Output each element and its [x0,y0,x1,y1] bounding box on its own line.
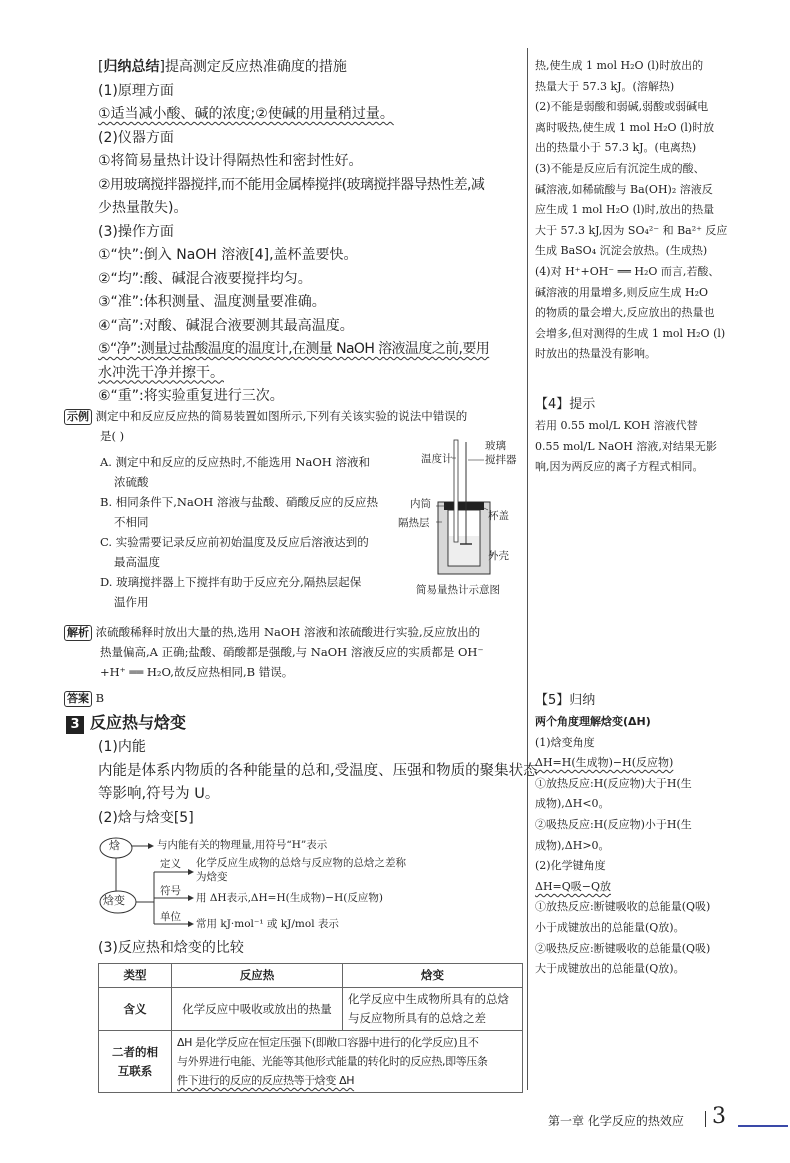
footer-chapter: 第一章 化学反应的热效应 [548,1114,684,1128]
option-d-cont: 温作用 [114,595,149,609]
table-cell-line: ΔH 是化学反应在恒定压强下(即敞口容器中进行的化学反应)且不 [177,1036,479,1049]
table-header-row [99,964,523,988]
answer-value: B [95,691,105,705]
text-line: ①适当减小酸、碱的浓度;②使碱的用量稍过量。 [98,106,394,122]
text-line: ④“高”:对酸、碱混合液要测其最高温度。 [98,317,354,334]
answer-tag: 答案 [64,691,92,707]
induct-line: ②吸热反应:断键吸收的总能量(Q吸) [535,941,711,955]
option-a: A. 测定中和反应的反应热时,不能选用 NaOH 溶液和 [100,455,370,469]
table-header: 类型 [99,964,172,988]
section-number: 3 [66,716,84,734]
side-line: 出的热量小于 57.3 kJ。(电离热) [535,141,697,155]
side-line: 离时吸热,使生成 1 mol H₂O (l)时放 [535,120,715,134]
label-thermometer: 温度计 [421,453,453,465]
lid-shape [444,502,484,510]
table-row [99,988,523,1031]
subheading: (3)反应热和焓变的比较 [98,940,244,956]
label-stirrer-1: 玻璃 [485,440,506,452]
induct-line: 小于成键放出的总能量(Q放)。 [535,920,685,934]
column-divider [527,48,528,1090]
text-line: 水冲洗干净并擦干。 [98,364,224,381]
text-line: (3)操作方面 [98,223,174,240]
tip-title: 【4】提示 [535,397,596,412]
table-cell-line: 化学反应中生成物所具有的总焓 [348,992,509,1006]
side-line: 热,使生成 1 mol H₂O (l)时放出的 [535,59,704,72]
footer-accent-line [738,1125,788,1127]
option-b: B. 相同条件下,NaOH 溶液与盐酸、硝酸反应的反应热 [100,495,378,509]
table-row [99,1031,523,1093]
induct-line: ΔH=H(生成物)−H(反应物) [535,756,674,770]
section-heading [66,710,186,734]
induct-line: ②吸热反应:H(反应物)小于H(生 [535,817,692,831]
def-text [196,856,406,884]
text-line: (2)仪器方面 [98,129,174,146]
side-line: 会增多,但对测得的生成 1 mol H₂O (l) [535,326,726,340]
summary-heading: [归纳总结]提高测定反应热准确度的措施 [98,59,347,75]
option-d: D. 玻璃搅拌器上下搅拌有助于反应充分,隔热层起保 [100,575,362,589]
table-header: 反应热 [172,964,343,988]
induct-line: (1)焓变角度 [535,735,595,749]
unit-text: 常用 kJ·mol⁻¹ 或 kJ/mol 表示 [196,918,339,930]
section-title: 反应热与焓变 [90,713,187,732]
side-line: 大于 57.3 kJ,因为 SO₄²⁻ 和 Ba²⁺ 反应 [535,223,728,237]
page-number: 3 [712,1104,726,1129]
options-list [100,452,378,612]
def-label: 定义 [160,858,181,870]
footer-divider [705,1111,706,1127]
text-line: ①“快”:倒入 NaOH 溶液[4],盖杯盖要快。 [98,247,358,263]
side-line: 的物质的量会增大,反应放出的热量也 [535,306,715,320]
tip-line: 响,因为两反应的离子方程式相同。 [535,460,704,474]
induct-line: (2)化学键角度 [535,859,606,873]
side-line: (2)不能是弱酸和弱碱,弱酸或弱碱电 [535,100,709,114]
analysis-line: 浓硫酸稀释时放出大量的热,选用 NaOH 溶液和浓硫酸进行实验,反应放出的 [95,625,481,639]
node-dh-label: 焓变 [103,894,125,907]
unit-label: 单位 [160,911,181,923]
side-line: 应生成 1 mol H₂O (l)时,放出的热量 [535,203,715,217]
thermometer-shape [454,440,458,542]
text-line: ⑤“净”:测量过盐酸温度的温度计,在测量 NaOH 溶液温度之前,要用 [98,341,490,357]
label-stirrer [485,439,517,467]
side-line: 生成 BaSO₄ 沉淀会放热。(生成热) [535,244,708,258]
side-column [535,56,763,365]
induct-line: ①放热反应:H(反应物)大于H(生 [535,776,692,790]
analysis-block [64,622,484,682]
text-line: ③“准”:体积测量、温度测量要准确。 [98,294,326,310]
example-question-end: 是( ) [100,429,125,443]
def-text-1: 化学反应生成物的总焓与反应物的总焓之差称 [196,857,406,869]
sym-label: 符号 [160,885,181,897]
table-cell: 化学反应中吸收或放出的热量 [172,988,343,1031]
text-line: (1)原理方面 [98,82,174,99]
analysis-tag: 解析 [64,625,92,641]
table-header: 焓变 [343,964,523,988]
label-insulation: 隔热层 [398,517,430,529]
side-line: (3)不能是反应后有沉淀生成的酸、 [535,161,705,175]
label-stirrer-2: 搅拌器 [485,454,517,466]
analysis-line: 热量偏高,A 正确;盐酸、硝酸都是强酸,与 NaOH 溶液反应的实质都是 OH⁻ [100,645,484,659]
induct-line: 大于成键放出的总能量(Q放)。 [535,962,685,976]
subheading: (1)内能 [98,739,146,755]
row-label [99,1031,172,1093]
row-label-line: 二者的相 [112,1044,158,1059]
label-lid: 杯盖 [488,510,509,522]
option-a-cont: 浓硫酸 [114,475,149,489]
table-cell-line: 件下进行的反应的反应热等于焓变 ΔH [177,1074,355,1087]
main-column [98,56,523,409]
option-b-cont: 不相同 [114,515,149,529]
analysis-line: +H⁺ ══ H₂O,故反应热相同,B 错误。 [100,665,294,679]
table-cell-line: 与外界进行电能、光能等其他形式能量的转化时的反应热,即等压条 [177,1055,488,1068]
option-c-cont: 最高温度 [114,555,160,569]
text-line: ②用玻璃搅拌器搅拌,而不能用金属棒搅拌(玻璃搅拌器导热性差,减 [98,176,485,193]
comparison-table [98,963,523,1093]
summary-title: 提高测定反应热准确度的措施 [164,59,347,75]
text-line: ⑥“重”:将实验重复进行三次。 [98,388,284,404]
label-shell: 外壳 [488,550,509,562]
side-line: (4)对 H⁺+OH⁻ ══ H₂O 而言,若酸、 [535,264,720,278]
row-label-line: 互联系 [117,1063,153,1078]
example-block [64,406,467,446]
induct-line: 成物),ΔH>0。 [535,838,610,852]
tip-line: 0.55 mol/L NaOH 溶液,对结果无影 [535,439,717,453]
h-description: 与内能有关的物理量,用符号“H”表示 [157,839,328,851]
text-line: 内能是体系内物质的各种能量的总和,受温度、压强和物质的聚集状态 [98,762,538,779]
induct-line: ①放热反应:断键吸收的总能量(Q吸) [535,900,711,914]
table-cell-line: 与反应物所具有的总焓之差 [348,1011,486,1025]
induct-title: 【5】归纳 [535,693,596,708]
tip-line: 若用 0.55 mol/L KOH 溶液代替 [535,419,698,432]
figure-caption: 简易量热计示意图 [416,584,500,596]
induct-head: 两个角度理解焓变(ΔH) [535,715,651,728]
side-line: 时放出的热量没有影响。 [535,347,656,361]
summary-tag: 归纳总结 [103,59,160,75]
liquid-shape [449,536,479,565]
def-text-2: 为焓变 [196,871,228,883]
label-inner: 内筒 [410,498,431,510]
induct-line: 成物),ΔH<0。 [535,797,610,811]
text-line: 少热量散失)。 [98,200,188,216]
induct-block [535,690,763,980]
induct-line: ΔH=Q吸−Q放 [535,879,612,893]
row-label: 含义 [99,988,172,1031]
sym-text: 用 ΔH表示,ΔH=H(生成物)−H(反应物) [196,892,383,904]
answer-line [64,688,104,708]
table-cell [343,988,523,1031]
table-cell [172,1031,523,1093]
example-tag: 示例 [64,409,92,425]
example-question: 测定中和反应反应热的简易装置如图所示,下列有关该实验的说法中错误的 [95,409,468,423]
subheading: (2)焓与焓变[5] [98,809,194,826]
tip-block [535,394,763,478]
text-line: 等影响,符号为 U。 [98,786,220,802]
text-line: ①将简易量热计设计得隔热性和密封性好。 [98,153,363,169]
section-body [98,736,538,830]
side-line: 碱溶液,如稀硫酸与 Ba(OH)₂ 溶液反 [535,182,713,196]
option-c: C. 实验需要记录反应前初始温度及反应后溶液达到的 [100,535,369,549]
side-line: 碱溶液的用量增多,则反应生成 H₂O [535,285,709,299]
node-h-label: 焓 [109,839,120,852]
side-line: 热量大于 57.3 kJ。(溶解热) [535,79,675,93]
text-line: ②“均”:酸、碱混合液要搅拌均匀。 [98,270,312,287]
